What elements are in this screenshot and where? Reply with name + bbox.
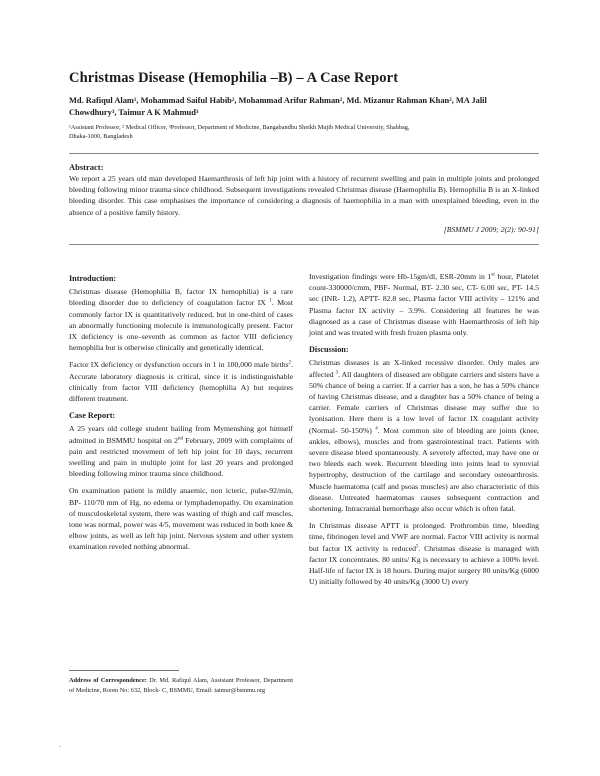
paper-title: Christmas Disease (Hemophilia –B) – A Case Report: [69, 70, 399, 86]
introduction-heading: Introduction:: [69, 274, 117, 283]
abstract-heading: Abstract:: [69, 162, 104, 172]
reference-marker: 2: [288, 360, 292, 366]
left-column: [69, 273, 293, 559]
introduction-paragraph-1: Christmas disease (Hemophilia B, factor IX hemophilia) is a rare bleeding disorder due to deficiency of coagulation factor IX $^1$. Most commonly factor IX is quantitatively reduced, but in one-third of cases an abnormally functioning molecule is immunologically present. Factor IX deficiency is one–seventh as common as factor VIII deficiency hemophilia but is otherwise clinically and genetically identical.: [69, 287, 293, 353]
investigation-paragraph: Investigation findings were Hb-15gm/dl, ESR-20mm in 1st hour, Platelet count-330000/cmm, PBF- Normal, BT- 2.30 sec, CT- 6.00 sec, PT- 14.5 sec (INR- 1.2), APTT- 82.8 sec, Plasma factor VIII activity – 121% and Plasma factor IX activity – 3.9%. Considering all features he was diagnosed as a case of Christmas disease with Haemarthrosis of left hip joint and was treated with fresh frozen plasma only.: [309, 272, 540, 338]
right-column: [309, 271, 539, 593]
footnote-divider: [69, 670, 179, 671]
affiliations: [69, 123, 539, 142]
discussion-paragraph-1: Christmas diseases is an X-linked recessive disorder. Only males are affected $^3$. All daughters of diseased are obligate carriers and sisters have a 50% chance of being a carrier. If a carrier has a son, he has a 50% chance of having Christmas disease, and a daughter has a 50% chance of being a carrier. Female carriers of Christmas disease may suffer due to lyonisation. Here there is a low level of factor IX coagulant activity (Normal- 50-150%) $^4$. Most common site of bleeding are joints (knee, ankles, elbows), muscles and from gastrointestinal tract. Patients with severe disease bleed spontaneously. A severely affected, may have one or two bleeds each week. Recurrent bleeding into joints lead to synovial hypertrophy, destruction of the cartilage and secondary osteoarthrosis. Muscle haematoma (calf and psoas muscles) are also characteristic of this disease. Untreated haematomas causes subsequent contraction and shortening. Intracranial hemorrhage also occur which is often fatal.: [309, 358, 539, 514]
authors-line-2: Chowdhury³, Taimur A K Mahmud³: [69, 108, 199, 117]
authors-line-1: Md. Rafiqul Alam¹, Mohammad Saiful Habib², Mohammad Arifur Rahman², Md. Mizanur Rahman Khan², MA Jalil: [69, 96, 487, 105]
journal-citation: [BSMMU J 2009; 2(2): 90-91]: [443, 225, 539, 234]
affiliation-line-1: ¹Assistant Professor, ² Medical Officer, ³Professor, Department of Medicine, Bangabandhu Sheikh Mujib Medical University, Shahbag,: [69, 124, 410, 131]
reference-marker: 3: [335, 370, 339, 376]
reference-marker: 1: [269, 298, 272, 304]
abstract-text: We report a 25 years old man developed Haemarthrosis of left hip joint with a history of recurrent swelling and pain in multiple joints and prolonged bleeding following minor trauma since childhood. Subsequent investigations revealed Christmas disease (Haemophilia B). Hemophilia B is an X-linked bleeding disorder. This case emphasises the importance of considering a diagnosis of haemophilia in a man with unexplained bleeding, even in the absence of a positive family history.: [69, 174, 539, 217]
author-list: [69, 95, 539, 119]
case-report-heading: Case Report:: [69, 411, 116, 421]
case-report-paragraph-1: A 25 years old college student hailing from Mymenshing got himself admitted in BSMMU hospital on 2nd February, 2009 with complaints of pain and restricted movement of left hip joint for 10 days, recurrent swelling and pain in multiple joint for last 20 years and prolonged bleeding following minor trauma since childhood.: [69, 424, 293, 479]
reference-marker: 4: [375, 426, 378, 432]
reference-marker: 5: [416, 544, 419, 550]
case-report-paragraph-2: On examination patient is mildly anaemic, non icteric, pulse-92/min, BP- 110/70 mm of Hg, no edema or lymphadenopathy. On examination of musculoskeletal system, there was wasting of thigh and calf muscles, tone was normal, power was 4/5, movement was reduced in both knee & elbow joints, as well as left hip joint. Nervous system and other system examination reveled nothing abnormal.: [69, 486, 293, 552]
abstract-divider: [69, 244, 539, 245]
introduction-paragraph-2: Factor IX deficiency or dysfunction occurs in 1 in 100,000 male births$^2$. Accurate laboratory diagnosis is critical, since it is indistinguishable clinically from factor VIII deficiency (hemophilia A) but requires different treatment.: [69, 360, 293, 404]
correspondence-address: Address of Correspondence: Dr. Md. Rafiqul Alam, Assistant Professor, Department of Medicine, Room No: 632, Block- C, BSMMU, Email: taimur@bsmmu.org: [69, 677, 293, 694]
affiliation-line-2: Dhaka-1000, Bangladesh: [69, 133, 133, 141]
header-divider: [69, 153, 539, 154]
discussion-heading: Discussion:: [309, 345, 349, 355]
page-marker: .: [59, 740, 61, 749]
discussion-paragraph-2: In Christmas disease APTT is prolonged. Prothrombin time, bleeding time, fibrinogen level and VWF are normal. Factor VIII activity is normal but factor IX activity is reduced$^5$. Christmas disease is managed with factor IX concentrates. 80 units/ Kg is necessary to achieve a 100% level. Half-life of factor IX is 18 hours. During major surgery 80 units/Kg (6000 U) initially followed by 40 units/Kg (3000 U) every: [309, 521, 539, 587]
